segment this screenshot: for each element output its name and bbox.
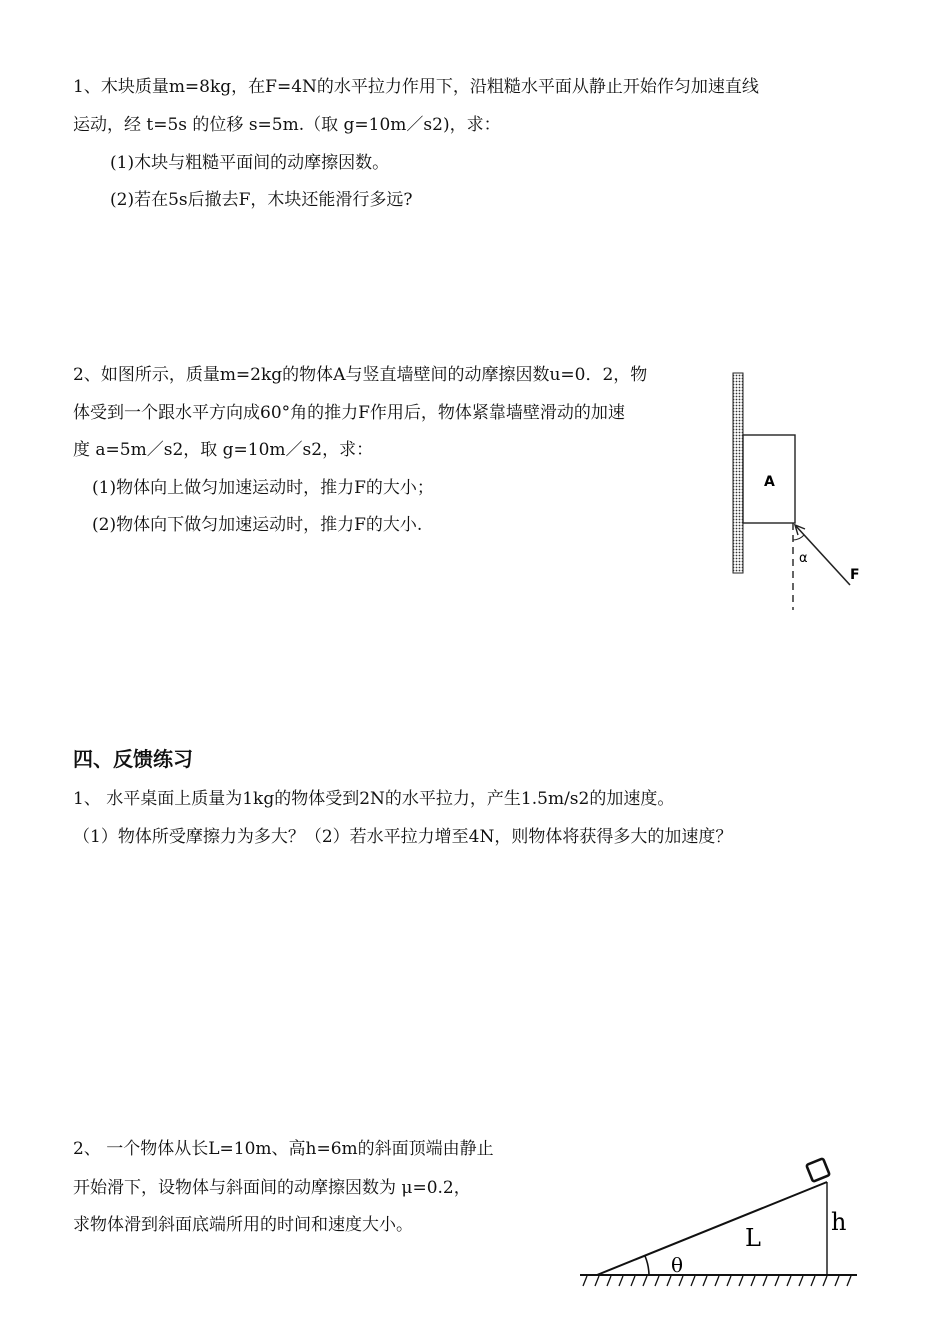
- incline-surface: [597, 1182, 827, 1275]
- problem-1-line-2: 运动，经 t=5s 的位移 s=5m.（取 g=10m／s2)，求：: [73, 115, 501, 135]
- feedback-2-line-3: 求物体滑到斜面底端所用的时间和速度大小。: [73, 1215, 413, 1235]
- height-h-label: h: [831, 1208, 847, 1236]
- problem-2-line-1: 2、如图所示，质量m=2kg的物体A与竖直墙壁间的动摩擦因数u=0．2，物: [73, 365, 648, 385]
- angle-alpha-label: α: [799, 551, 808, 566]
- feedback-2-line-1: 2、 一个物体从长L=10m、高h=6m的斜面顶端由静止: [73, 1139, 494, 1159]
- problem-2-sub-2: (2)物体向下做匀加速运动时，推力F的大小.: [92, 515, 423, 535]
- block-a-label: A: [764, 474, 775, 490]
- feedback-1-line-2: （1）物体所受摩擦力为多大？（2）若水平拉力增至4N，则物体将获得多大的加速度？: [73, 827, 733, 847]
- problem-2-line-3: 度 a=5m／s2，取 g=10m／s2，求：: [73, 440, 374, 460]
- feedback-2-line-2: 开始滑下，设物体与斜面间的动摩擦因数为 μ=0.2，: [73, 1178, 471, 1198]
- sliding-block: [806, 1158, 829, 1181]
- section-heading: 四、反馈练习: [73, 747, 193, 771]
- incline-diagram: [575, 1150, 865, 1300]
- problem-1-sub-1: (1)木块与粗糙平面间的动摩擦因数。: [110, 153, 390, 173]
- length-l-label: L: [745, 1224, 761, 1252]
- problem-2-sub-1: (1)物体向上做匀加速运动时，推力F的大小；: [92, 478, 434, 498]
- angle-theta-arc: [645, 1256, 649, 1275]
- wall: [733, 373, 743, 573]
- problem-1-sub-2: (2)若在5s后撤去F，木块还能滑行多远?: [110, 190, 413, 210]
- problem-1-line-1: 1、木块质量m=8kg，在F=4N的水平拉力作用下，沿粗糙水平面从静止开始作匀加速直线: [73, 77, 759, 97]
- ground-hatching: [583, 1276, 851, 1286]
- wall-block-diagram: [720, 365, 870, 615]
- angle-arc: [793, 535, 804, 540]
- feedback-1-line-1: 1、 水平桌面上质量为1kg的物体受到2N的水平拉力，产生1.5m/s2的加速度。: [73, 789, 675, 809]
- angle-theta-label: θ: [671, 1253, 684, 1277]
- force-f-label: F: [850, 567, 860, 583]
- problem-2-line-2: 体受到一个跟水平方向成60°角的推力F作用后，物体紧靠墙壁滑动的加速: [73, 403, 625, 423]
